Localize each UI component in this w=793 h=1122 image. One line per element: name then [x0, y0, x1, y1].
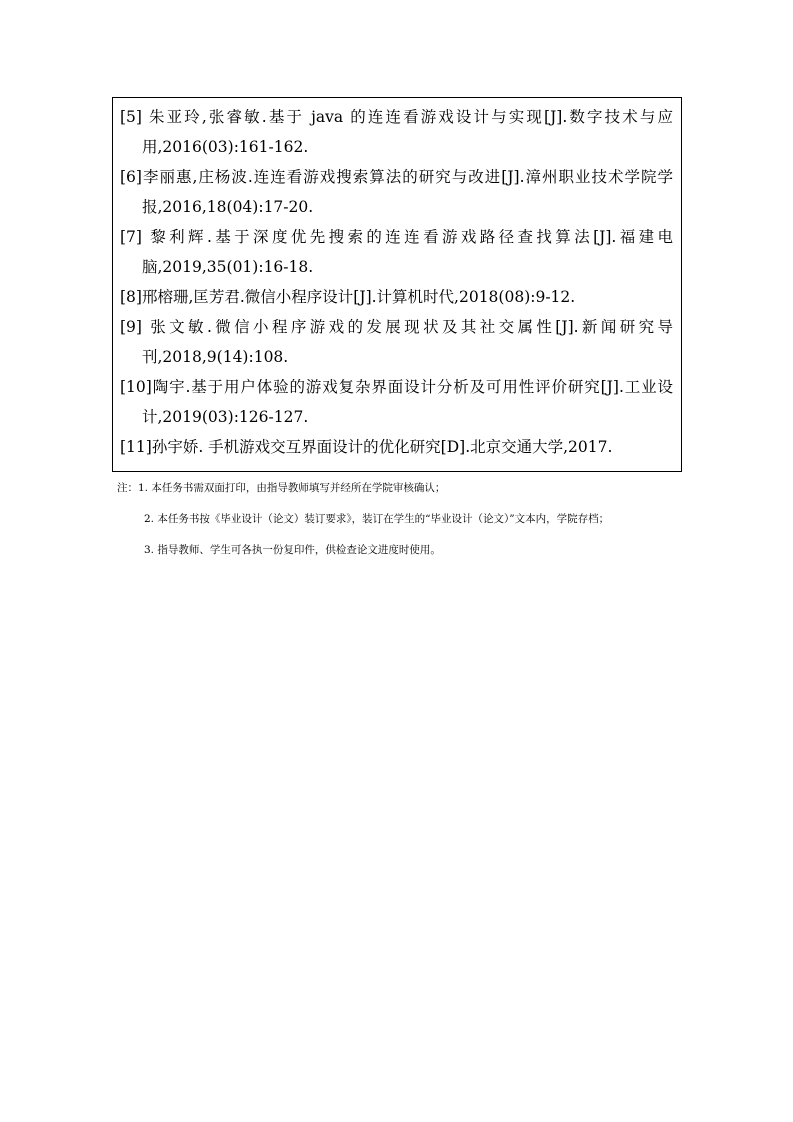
note-2: 2. 本任务书按《毕业设计（论文）装订要求》，装订在学生的“毕业设计（论文）”文本内，学院存档；	[144, 513, 610, 525]
note-1: 注：1. 本任务书需双面打印，由指导教师填写并经所在学院审核确认；	[117, 482, 446, 494]
reference-item: [8]邢榕珊,匡芳君.微信小程序设计[J].计算机时代,2018(08):9-12.	[120, 288, 576, 306]
reference-item: [6]李丽惠,庄杨波.连连看游戏搜索算法的研究与改进[J].漳州职业技术学院学报,2016,18(04):17-20.	[120, 168, 673, 216]
reference-item: [5] 朱亚玲,张睿敏.基于 java 的连连看游戏设计与实现[J].数字技术与应用,2016(03):161-162.	[120, 108, 673, 156]
note-3: 3. 指导教师、学生可各执一份复印件，供检查论文进度时使用。	[144, 544, 441, 556]
reference-item: [10]陶宇.基于用户体验的游戏复杂界面设计分析及可用性评价研究[J].工业设计,2019(03):126-127.	[120, 378, 673, 426]
references-table	[112, 97, 682, 472]
reference-item: [7] 黎利辉.基于深度优先搜索的连连看游戏路径查找算法[J].福建电脑,2019,35(01):16-18.	[120, 228, 673, 276]
reference-item: [9] 张文敏.微信小程序游戏的发展现状及其社交属性[J].新闻研究导刊,2018,9(14):108.	[120, 318, 673, 366]
reference-item: [11]孙宇娇. 手机游戏交互界面设计的优化研究[D].北京交通大学,2017.	[120, 438, 613, 456]
notes-section	[117, 481, 677, 574]
